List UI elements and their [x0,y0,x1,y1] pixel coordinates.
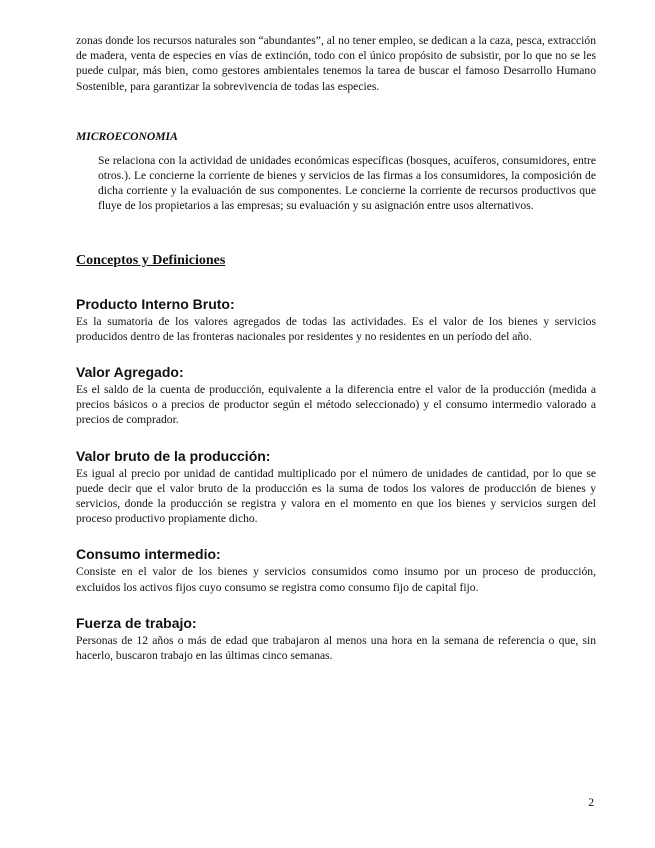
term-title: Valor Agregado: [76,364,184,381]
term-definition: Es el saldo de la cuenta de producción, equivalente a la diferencia entre el valor de la producción (medida a precios básicos o a precios de productor según el método seleccionado) y el consumo intermedio valorado a precios de comprador. [76,383,596,427]
term-definition: Consiste en el valor de los bienes y servicios consumidos como insumo por un proceso de producción, excluidos los activos fijos cuyo consumo se registra como consumo fijo de capital fijo. [76,565,596,594]
term-producto-interno-bruto [76,296,596,344]
microeconomia-paragraph: Se relaciona con la actividad de unidades económicas específicas (bosques, acuíferos, consumidores, entre otros.). Le concierne la corriente de bienes y servicios de las firmas a los consumidores, la composición de dicha corriente y la evaluación de sus componentes. Le concierne la corriente de recursos productivos que fluye de los propietarios a las empresas; su evaluación y su asignación entre usos alternativos. [98,153,596,213]
term-definition: Es la sumatoria de los valores agregados de todas las actividades. Es el valor de los bienes y servicios producidos dentro de las fronteras nacionales por residentes y no residentes en un período del año. [76,314,596,343]
term-valor-agregado [76,364,596,428]
term-fuerza-de-trabajo [76,615,596,663]
document-page [76,33,596,663]
microeconomia-heading: MICROECONOMIA [76,129,178,143]
microeconomia-block [98,153,596,214]
term-definition: Personas de 12 años o más de edad que trabajaron al menos una hora en la semana de referencia o que, sin hacerlo, buscaron trabajo en las últimas cinco semanas. [76,633,596,663]
term-title: Valor bruto de la producción: [76,447,271,464]
page-number: 2 [588,796,594,809]
term-valor-bruto-produccion [76,448,596,527]
term-definition: Es igual al precio por unidad de cantidad multiplicado por el número de unidades de cantidad, por lo que se puede decir que el valor bruto de la producción es la suma de todos los valores de producción de bienes y servicios, donde la producción se registra y valora en el momento en que los bienes y servicios surgen del proceso productivo propiamente dicho. [76,466,596,526]
term-title: Fuerza de trabajo: [76,614,197,631]
term-title: Consumo intermedio: [76,546,221,563]
intro-paragraph: zonas donde los recursos naturales son “abundantes”, al no tener empleo, se dedican a la caza, pesca, extracción de madera, venta de especies en vías de extinción, todo con el único propósito de subsistir, por lo que no se les puede culpar, más bien, como gestores ambientales tenemos la tarea de buscar el famoso Desarrollo Humano Sostenible, para garantizar la sobrevivencia de todas las especies. [76,34,596,93]
term-consumo-intermedio [76,546,596,594]
term-title: Producto Interno Bruto: [76,295,235,312]
section-heading: Conceptos y Definiciones [76,252,226,268]
